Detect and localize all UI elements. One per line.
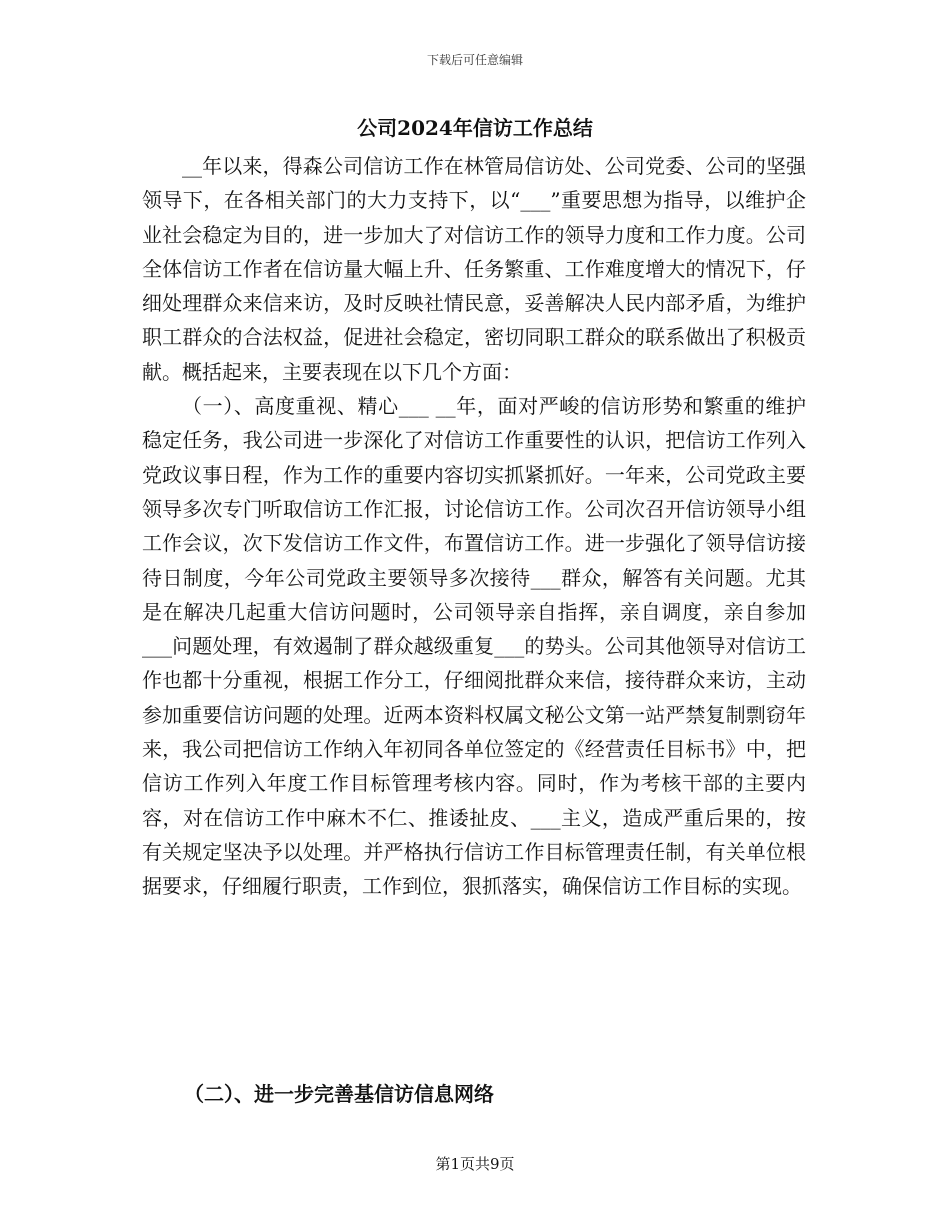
paragraph-section-one: （一）、高度重视、精心___ __年，面对严峻的信访形势和繁重的维护稳定任务，我公司进一步深化了对信访工作重要性的认识，把信访工作列入党政议事日程，作为工作的重要内容切实抓紧抓好。一年来，公司党政主要领导多次专门听取信访工作汇报，讨论信访工作。公司次召开信访领导小组工作会议，次下发信访工作文件，布置信访工作。进一步强化了领导信访接待日制度，今年公司党政主要领导多次接待___群众，解答有关问题。尤其是在解决几起重大信访问题时，公司领导亲自指挥，亲自调度，亲自参加___问题处理，有效遏制了群众越级重复___的势头。公司其他领导对信访工作也都十分重视，根据工作分工，仔细阅批群众来信，接待群众来访，主动参加重要信访问题的处理。近两本资料权属文秘公文第一站严禁复制剽窃年来，我公司把信访工作纳入年初同各单位签定的《经营责任目标书》中，把信访工作列入年度工作目标管理考核内容。同时，作为考核干部的主要内容，对在信访工作中麻木不仁、推诿扯皮、___主义，造成严重后果的，按有关规定坚决予以处理。并严格执行信访工作目标管理责任制，有关单位根据要求，仔细履行职责，工作到位，狠抓落实，确保信访工作目标的实现。: [142, 394, 806, 899]
document-body: [142, 149, 806, 904]
document-title: 公司2024年信访工作总结: [357, 116, 593, 140]
page-number: 第1页共9页: [435, 1155, 515, 1173]
paragraph-intro: __年以来，得森公司信访工作在林管局信访处、公司党委、公司的坚强领导下，在各相关部门的大力支持下，以“___”重要思想为指导，以维护企业社会稳定为目的，进一步加大了对信访工作的领导力度和工作力度。公司全体信访工作者在信访量大幅上升、任务繁重、工作难度增大的情况下，仔细处理群众来信来访，及时反映社情民意，妥善解决人民内部矛盾，为维护职工群众的合法权益，促进社会稳定，密切同职工群众的联系做出了积极贡献。概括起来，主要表现在以下几个方面：: [142, 154, 806, 384]
section-heading-two: （二）、进一步完善基信访信息网络: [184, 1082, 494, 1106]
page-header-note: 下载后可任意编辑: [426, 53, 523, 67]
